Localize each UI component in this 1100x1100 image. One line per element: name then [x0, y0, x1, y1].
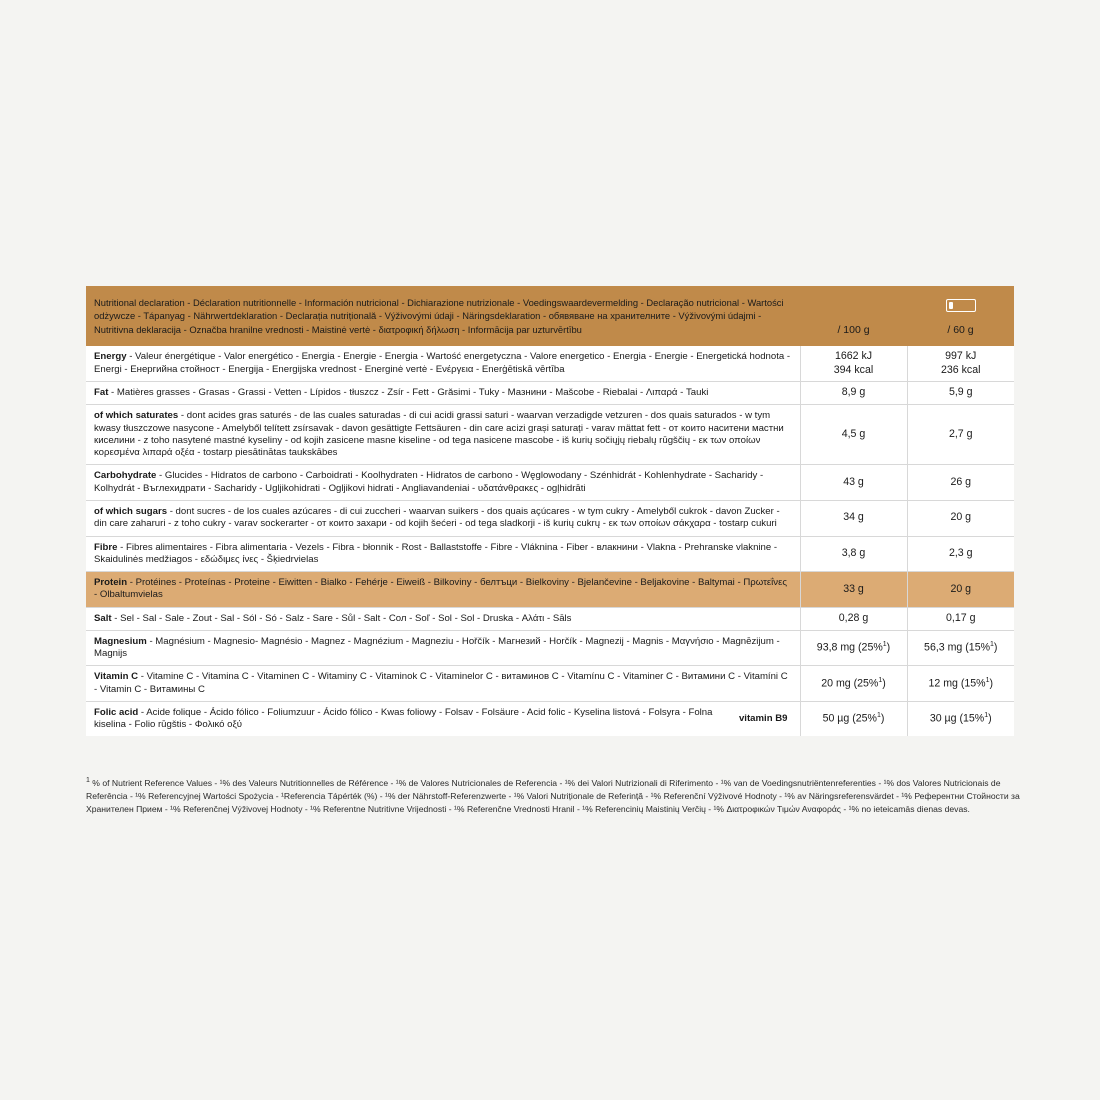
nutrient-names-salt — [86, 607, 800, 630]
value-vitamin-c-60g-sup: 1 — [985, 676, 990, 684]
header-unit-100g-label: / 100 g — [837, 323, 870, 336]
table-row — [86, 701, 1014, 736]
value-vitamin-c-60g-end: ) — [989, 677, 994, 690]
value-magnesium-60g-text: 56,3 mg (15% — [924, 641, 990, 654]
value-magnesium-100g-sup: 1 — [882, 641, 887, 649]
value-vitamin-c-60g — [907, 666, 1014, 702]
nutrient-names-fibre — [86, 536, 800, 572]
header-unit-60g-label: / 60 g — [947, 323, 974, 336]
value-sugars-60g: 20 g — [907, 500, 1014, 536]
value-fat-100g: 8,9 g — [800, 382, 907, 405]
value-salt-100g: 0,28 g — [800, 607, 907, 630]
value-folic-acid-60g-text: 30 µg (15% — [929, 712, 985, 725]
nutrient-translations-fat: - Matières grasses - Grasas - Grassi - Vetten - Lípidos - tłuszcz - Zsír - Fett - Grăsimi - Tuky - Мазнини - Mašcobe - Riebalai - Λιπαρά - Tauki — [108, 387, 709, 399]
value-folic-acid-100g — [800, 701, 907, 736]
nutrient-name-protein: Protein — [94, 577, 128, 589]
value-folic-acid-100g-text: 50 µg (25% — [822, 712, 877, 725]
nutrient-names-protein — [86, 572, 800, 608]
header-languages: Nutritional declaration - Déclaration nutritionnelle - Información nutricional - Dichiarazione nutrizionale - Voedingswaardevermelding - Declaração nutricional - Wartości odżywcze - Tápanyag - Nährwertdeklaration - Declarația nutrițională - Výživovými údaji - Näringsdeklaration - обявяване на хранителните - Výživovými údajmi - Nutritivna deklaracija - Označba hranilne vrednosti - Maistinė vertė - διατροφική δήλωση - Informācija par uzturvērtību — [86, 286, 800, 346]
nutrient-translations-energy: - Valeur énergétique - Valor energético - Energia - Energie - Energia - Wartość energetyczna - Valore energetico - Energia - Energie - Energetická hodnota - Energi - Енергийна стойност - Energija - Energijska vrednost - Energinė vertė - Ενέργεια - Enerģētiskā vērtība — [94, 351, 791, 375]
value-folic-acid-60g-sup: 1 — [984, 712, 989, 720]
pack-icon — [946, 299, 976, 312]
nutrient-translations-protein: - Protéines - Proteínas - Proteine - Eiwitten - Bialko - Fehérje - Eiweiß - Bilkoviny - белтъци - Bielkoviny - Bjelančevine - Beljakovine - Baltymai - Πρωτεΐνες - Olbaltumvielas — [94, 577, 787, 601]
table-row — [86, 465, 1014, 501]
value-vitamin-c-100g — [800, 666, 907, 702]
nutrient-translations-saturates: - dont acides gras saturés - de las cuales saturadas - di cui acidi grassi saturi - waarvan verzadigde vetzuren - dos quais saturados - w tym kwasy tłuszczowe nasycone - Amelyből telített zsírsavak - davon gesättigte Fettsäuren - din care acizi grași saturați - varav mättat fett - от които наситени мастни киселини - z toho nasytené mastné kyseliny - od kojih zasicene masne kiseline - od tega nasicene mascobe - iš kurių sočiųjų riebalų rūgščių - εκ των οποίων κορεσμένα λιπαρά οξέα - tostarp piesātinātas taukskābes — [94, 410, 784, 459]
nutrient-name-saturates: of which saturates — [94, 410, 179, 422]
value-folic-acid-100g-sup: 1 — [876, 712, 881, 720]
nutrient-translations-magnesium: - Magnésium - Magnesio- Magnésio - Magnez - Magnézium - Magneziu - Hořčík - Магнезий - Horčík - Magnezij - Magnis - Μαγνήσιο - Magnēzijum - Magnijs — [94, 635, 780, 660]
nutrient-name-vitamin-c: Vitamin C — [94, 671, 139, 683]
nutrient-translations-carbohydrate: - Glucides - Hidratos de carbono - Carboidrati - Koolhydraten - Hidratos de carbono - Węglowodany - Szénhidrát - Kohlenhydrate - Sacharidy - Kolhydrát - Въглехидрати - Sacharidy - Ugljikohidrati - Ogljikovi hidrati - Angliavandeniai - υδατάνθρακες - ogļhidrāti — [94, 470, 764, 494]
value-energy-60g-kcal: 236 kcal — [941, 363, 981, 376]
nutrient-names-sugars — [86, 500, 800, 536]
nutrient-name-energy: Energy — [94, 351, 127, 363]
value-vitamin-c-100g-text: 20 mg (25% — [821, 677, 879, 690]
table-row — [86, 607, 1014, 630]
value-magnesium-60g-end: ) — [993, 641, 998, 654]
table-row — [86, 630, 1014, 666]
value-protein-100g: 33 g — [800, 572, 907, 608]
value-saturates-100g: 4,5 g — [800, 405, 907, 465]
value-fibre-60g: 2,3 g — [907, 536, 1014, 572]
value-vitamin-c-60g-text: 12 mg (15% — [928, 677, 986, 690]
value-vitamin-c-100g-end: ) — [882, 677, 886, 690]
footnote-text — [86, 776, 1020, 817]
nutrient-translations-salt: - Sel - Sal - Sale - Zout - Sal - Sól - Só - Salz - Sare - Sůl - Salt - Сол - Soľ - Sol - Sol - Druska - Αλάτι - Sāls — [111, 612, 572, 624]
table-row — [86, 500, 1014, 536]
value-carbohydrate-100g: 43 g — [800, 465, 907, 501]
value-fat-60g: 5,9 g — [907, 382, 1014, 405]
table-row — [86, 666, 1014, 702]
table-row — [86, 536, 1014, 572]
nutrition-table — [86, 286, 1014, 736]
table-header-row — [86, 286, 1014, 346]
value-protein-60g: 20 g — [907, 572, 1014, 608]
nutrient-names-folic-acid-text — [94, 707, 733, 732]
nutrient-names-energy — [86, 346, 800, 382]
nutrient-name-carbohydrate: Carbohydrate — [94, 470, 157, 482]
value-magnesium-60g-sup: 1 — [990, 641, 994, 649]
nutrient-name-folic-acid: Folic acid — [94, 706, 139, 718]
nutrient-names-carbohydrate — [86, 465, 800, 501]
value-energy-100g-kj: 1662 kJ — [834, 350, 873, 363]
nutrient-alias-vitamin-b9: vitamin B9 — [738, 713, 788, 725]
value-saturates-60g: 2,7 g — [907, 405, 1014, 465]
value-magnesium-100g — [800, 630, 907, 666]
value-energy-100g — [800, 346, 907, 382]
footnote — [86, 776, 1020, 817]
nutrient-name-fat: Fat — [94, 387, 109, 399]
value-energy-60g — [907, 346, 1014, 382]
nutrient-names-fat — [86, 382, 800, 405]
nutrient-translations-sugars: - dont sucres - de los cuales azúcares - di cui zuccheri - waarvan suikers - dos quais açúcares - w tym cukry - Amelyből cukrok - davon Zucker - din care zaharuri - z toho cukry - varav sockerarter - от които захари - od kojih šećeri - od tega sladkorji - iš kurių cukrų - εκ των οποίων σάκχαρα - tostarp cukuri — [94, 505, 780, 530]
value-magnesium-100g-end: ) — [886, 641, 891, 654]
value-folic-acid-60g — [907, 701, 1014, 736]
value-energy-100g-kcal: 394 kcal — [833, 363, 874, 376]
value-salt-60g: 0,17 g — [907, 607, 1014, 630]
nutrient-names-vitamin-c — [86, 666, 800, 702]
nutrient-names-folic-acid — [86, 701, 800, 736]
footnote-sup: 1 — [86, 777, 90, 784]
value-folic-acid-60g-end: ) — [988, 712, 992, 725]
value-folic-acid-100g-end: ) — [880, 712, 885, 725]
value-fibre-100g: 3,8 g — [800, 536, 907, 572]
table-row — [86, 382, 1014, 405]
nutrient-names-saturates — [86, 405, 800, 465]
value-carbohydrate-60g: 26 g — [907, 465, 1014, 501]
table-row-protein-highlighted — [86, 572, 1014, 608]
nutrient-name-sugars: of which sugars — [94, 505, 168, 517]
nutrient-name-fibre: Fibre — [94, 541, 118, 553]
table-row — [86, 405, 1014, 465]
header-unit-100g — [800, 286, 907, 346]
nutrient-translations-fibre: - Fibres alimentaires - Fibra alimentaria - Vezels - Fibra - błonnik - Rost - Ballaststoffe - Fibre - Vláknina - Fiber - влакнини - Vlakna - Prehranske vlaknine - Skaidulinės medžiagos - εδώδιμες ίνες - Šķiedrvielas — [94, 541, 778, 565]
footnote-body: % of Nutrient Reference Values - ¹% des Valeurs Nutritionnelles de Référence - ¹% de Valores Nutricionales de Referencia - ¹% dei Valori Nutrizionali di Riferimento - ¹% van de Voedingsnutriëntenreferenties - ¹% dos Valores Nutricionais de Referência - ¹% Referencyjnej Wartości Spożycia - ¹Referencia Tápérték (%) - ¹% der Nährstoff-Referenzwerte - ¹% Valori Nutriționale de Referință - ¹% Referenční Výživové Hodnoty - ¹% av Näringsreferensvärdet - ¹% Референтни Стойности за Хранителен Прием - ¹% Referenčnej Výživovej Hodnoty - ¹% Referentne Nutritivne Vrijednosti - ¹% Referenčne Vrednosti Hranil - ¹% Referencinių Maistinių Verčių - ¹% Διατροφικών Τιμών Αναφοράς - ¹% no ieteicamās dienas devas. — [86, 777, 1020, 815]
value-magnesium-60g — [907, 630, 1014, 666]
value-sugars-100g: 34 g — [800, 500, 907, 536]
value-energy-60g-kj: 997 kJ — [945, 350, 977, 363]
nutrient-translations-folic-acid: - Acide folique - Ácido fólico - Foliumzuur - Ácido fólico - Kwas foliowy - Folsav - Folsäure - Acid folic - Kyselina listová - Folsyra - Folna kiselina - Folio rūgštis - Φολικό οξύ — [94, 706, 713, 731]
nutrient-name-magnesium: Magnesium — [94, 635, 147, 647]
value-magnesium-100g-text: 93,8 mg (25% — [816, 641, 883, 654]
nutrient-name-salt: Salt — [94, 612, 112, 624]
nutrient-names-magnesium — [86, 630, 800, 666]
nutrient-translations-vitamin-c: - Vitamine C - Vitamina C - Vitaminen C - Witaminy C - Vitaminok C - Vitaminelor C - витаминов C - Vitamínu C - Vitaminer C - Витамини C - Vitamíni C - Vitamin C - Витамины C — [94, 671, 788, 695]
table-row — [86, 346, 1014, 382]
nutrition-table-wrapper — [86, 286, 1014, 736]
value-vitamin-c-100g-sup: 1 — [878, 676, 883, 684]
header-unit-60g — [907, 286, 1014, 346]
